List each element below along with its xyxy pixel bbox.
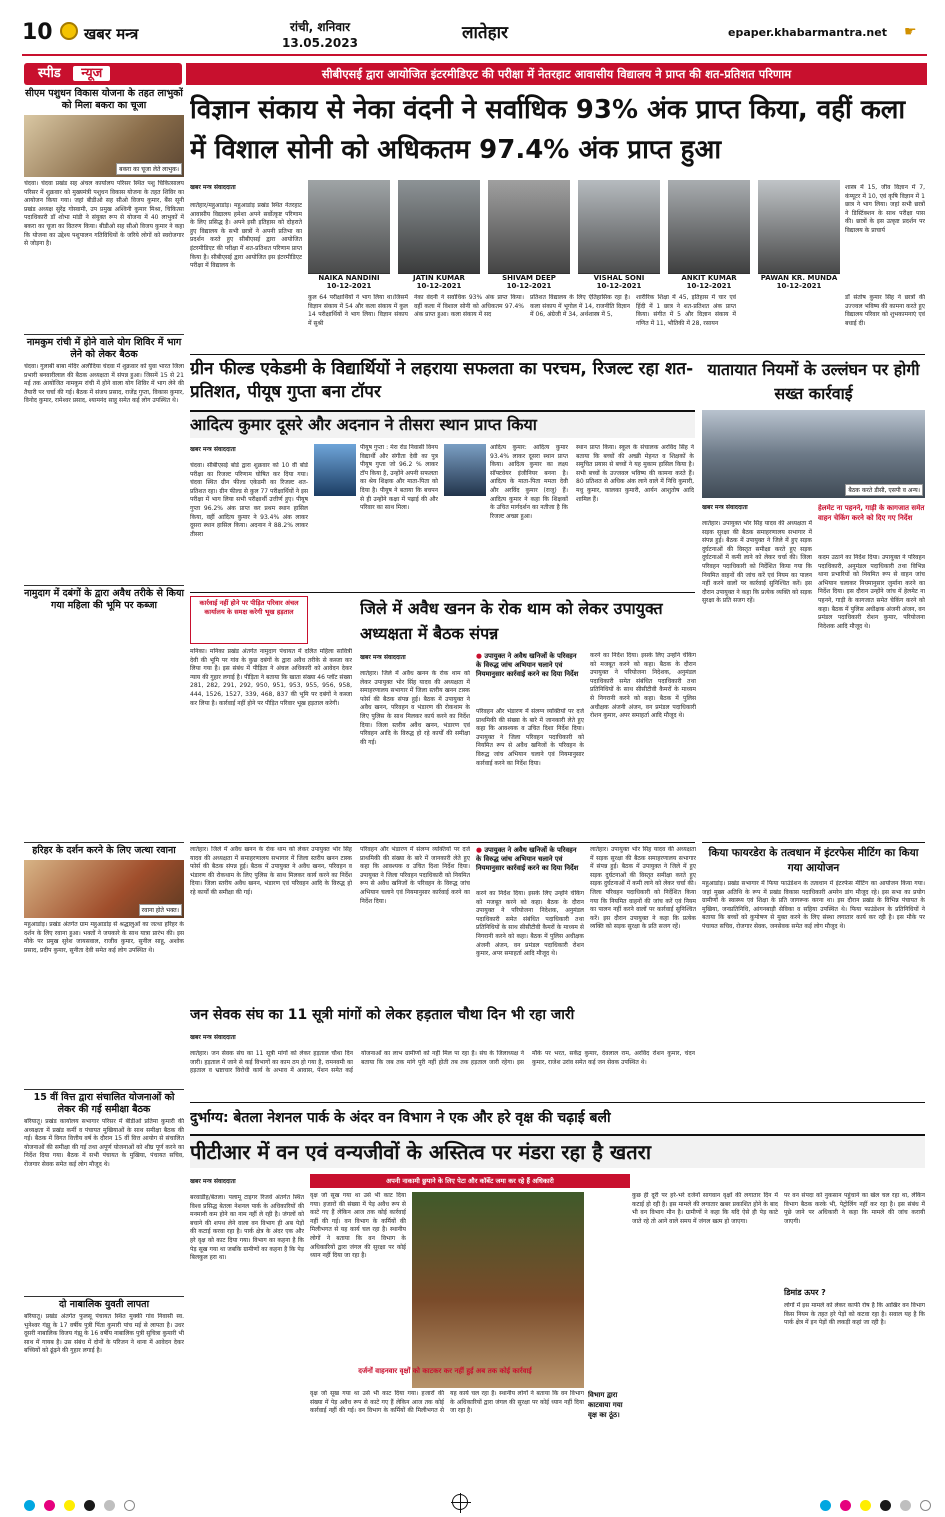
student-photo-6 (758, 180, 840, 290)
left-body-2: चंदवा। गुलाबी बाबा मंदिर अलौदिया चंदवा में शुक्रवार को युवा भारत जिला प्रभारी बनवारीलाल की बैठक अध्यक्षता में संपन्न हुआ। जिसमें 15 से 21 मई तक आयोजित नामकुम रांची में होने वाला योग शिविर में भाग लेने की तैयारी पर चर्चा की गई। बैठक में संजय प्रसाद, राजेंद्र गुप्ता, विकास कुमार, विनोद कुमार, रामेश्वर प्रसाद, श्यामनंद साहू समेत कई लोग उपस्थित थे। (24, 363, 184, 405)
pointer-icon: ☛ (904, 24, 917, 40)
lead-body-e: शारीरिक शिक्षा में 45, इतिहास में चार एवं हिंदी में 1 छात्र ने शत-प्रतिशत अंक प्राप्त किया। संगीत में 5 और विज्ञान संकाय में गणित में 11, भौतिकी में 28, रसायन (636, 294, 736, 327)
khanan-bullet-2 (476, 846, 584, 886)
lead-byline: खबर मन्त्र संवाददाता (190, 184, 236, 191)
left-lower (24, 842, 184, 1402)
student-date-5: 10-12-2021 (686, 282, 732, 290)
yellow-dot (64, 1500, 75, 1511)
khanan-body-a: लातेहार। जिले में अवैध खनन के रोक थाम को लेकर उपायुक्त भोर सिंह यादव की अध्यक्षता में समाहरणालय सभागार में जिला स्तरीय खनन टास्क फोर्स की बैठक संपन्न हुई। बैठक में उपायुक्त ने अवैध खनन, परिवहन व भंडारण की रोकथाम के लिए पुलिस के साथ मिलकर कार्य करने का निर्देश दिया। जिला स्तरीय अवैध खनन, भंडारण एवं परिवहन आदि के विरुद्ध हो रहे कार्यों की समीक्षा की गई। (360, 670, 470, 746)
epaper-url[interactable]: epaper.khabarmantra.net (728, 26, 887, 39)
student-name-4: VISHAL SONI (593, 274, 645, 282)
khanan-bullet-1 (476, 652, 584, 704)
vriksh-body-c: कुछ ही दूरी पर हरे-भरे दर्जनों सागवान वृक्षों की लगातार दिन में कटाई हो रही है। इस मामले की लगातार खबर प्रकाशित होने के बाद भी वन विभाग मौन है। ग्रामीणों ने कहा कि यदि ऐसे ही पेड़ काटे जाते रहे तो आने वाले समय में जंगल खत्म हो जाएगा। (632, 1192, 778, 1225)
lead-body-b: कुल 64 परीक्षार्थियों ने भाग लिया था।जिसमें विज्ञान संकाय में 54 और कला संकाय में कुल 14 परीक्षार्थियों ने भाग लिया। विज्ञान संकाय में सुश्री (308, 294, 408, 327)
student-date-2: 10-12-2021 (416, 282, 462, 290)
vriksh-byline: खबर मन्त्र संवाददाता (190, 1178, 236, 1185)
left-headline-5: 15 वीं वित्त द्वारा संचालित योजनाओं को लेकर की गई समीक्षा बैठक (24, 1089, 184, 1116)
divider-2 (190, 592, 695, 593)
yatayat-byline: खबर मन्त्र संवाददाता (702, 504, 748, 511)
cyan-dot (24, 1500, 35, 1511)
khanan-body-c: करने का निर्देश दिया। इसके लिए उन्होंने चेकिंग को मजबूत करने को कहा। बैठक के दौरान उपायुक्त ने परियोजना निदेशक, अनुमंडल पदाधिकारी समेत संबंधित पदाधिकारी तथा प्रतिनिधियों के साथ सीसीटीवी कैमरों के माध्यम से निगरानी करने को कहा। बैठक में पुलिस अधीक्षक अंजनी अंजन, वन प्रमंडल पदाधिकारी रोशन कुमार, अपर समाहर्ता आदि मौजूद थे। (590, 652, 696, 720)
left-body-4: महुआडांड़। प्रखंड अंतर्गत ग्राम महुआडांड़ से श्रद्धालुओं का जत्था हरिहर के दर्शन के लिए रवाना हुआ। भक्तों ने जयकारे के साथ यात्रा प्रारंभ की। इस मौके पर प्रमुख सुरेश जायसवाल, राजीव कुमार, सुनील साहू, अशोक प्रसाद, प्रदीप कुमार, सुनीता देवी समेत कई लोग उपस्थित थे। (24, 921, 184, 954)
yatayat-headline: यातायात नियमों के उल्लंघन पर होगी सख्त कार्रवाई (707, 360, 920, 403)
student-photo-5 (668, 180, 750, 290)
khanan-body-continued: लातेहार। जिले में अवैध खनन के रोक थाम को लेकर उपायुक्त भोर सिंह यादव की अध्यक्षता में समाहरणालय सभागार में जिला स्तरीय खनन टास्क फोर्स की बैठक संपन्न हुई। बैठक में उपायुक्त ने अवैध खनन, परिवहन व भंडारण की रोकथाम के लिए पुलिस के साथ मिलकर कार्य करने का निर्देश दिया। जिला स्तरीय अवैध खनन, भंडारण एवं परिवहन आदि के विरुद्ध हो रहे कार्यों की समीक्षा की गई। (190, 846, 352, 896)
crosshair-icon (452, 1494, 468, 1510)
page-number: 10 (22, 20, 53, 45)
yellow-dot-r (860, 1500, 871, 1511)
logo-icon (60, 22, 78, 40)
masthead (22, 14, 927, 56)
students-row (308, 180, 840, 290)
divider-3 (702, 842, 925, 843)
student-name-1: NAIKA NANDINI (318, 274, 380, 282)
student-name-2: JATIN KUMAR (413, 274, 465, 282)
yatayat-side-head: हेलमेट ना पहनने, गाड़ी के कागजात समेत वाहन चेकिंग करने को दिए गए निर्देश (818, 504, 925, 522)
yojana-photo (24, 115, 184, 177)
vriksh-body-a: बरवाडीह/बेतला। पलामू टाइगर रिजर्व अंतर्गत स्थित विश्व प्रसिद्ध बेतला नेशनल पार्क के अधिकारियों की मनमानी कम होने का नाम नहीं ले रही है। जंगलों को बचाने की शपथ लेने वाला वन विभाग ही अब पेड़ों की कटाई करवा रहा है। पार्क क्षेत्र के अंदर एक और हरे वृक्ष को काट दिया गया। विभाग का कहना है कि पेड़ सूख गया था जबकि ग्रामीणों का कहना है कि पेड़ बिलकुल हरा था। (190, 1194, 304, 1262)
lead-body-d: प्रतिशत विद्यालय के लिए ऐतिहासिक रहा है। कला संकाय में भूगोल में 14, राजनीति विज्ञान में 06, अंग्रेजी में 34, अर्थशास्त्र में 5, (530, 294, 630, 319)
khanan-body-continued-4: लातेहार। उपायुक्त भोर सिंह यादव की अध्यक्षता में सड़क सुरक्षा की बैठक समाहरणालय सभागार में संपन्न हुई। बैठक में उपायुक्त ने जिले में हुए सड़क दुर्घटनाओं की विस्तृत समीक्षा करते हुए सड़क दुर्घटनाओं में कमी लाने को लेकर चर्चा की। जिला परिवहन पदाधिकारी को निर्देशित किया गया कि नियमित वाहनों की जांच करें एवं नियम का पालन नहीं करने वालों पर कार्रवाई सुनिश्चित करें। इस दौरान उपायुक्त ने कहा कि प्रत्येक व्यक्ति को सड़क सुरक्षा के प्रति सजग रहें। (590, 846, 696, 931)
greenfield-byline: खबर मन्त्र संवाददाता (190, 446, 236, 453)
divider-5 (190, 1102, 925, 1103)
greenfield-subhead: आदित्य कुमार दूसरे और अदनान ने तीसरा स्थान प्राप्त किया (190, 410, 695, 438)
student-name-5: ANKIT KUMAR (681, 274, 737, 282)
divider-4 (190, 842, 695, 843)
khanan-b1-text: उपायुक्त ने अवैध खनिजों के परिवहन के विरुद्ध जांच अभियान चलाने एवं नियमानुसार कार्रवाई करने का दिया निर्देश (476, 652, 579, 678)
vriksh-kicker: दुर्भाग्य: बेतला नेशनल पार्क के अंदर वन विभाग ने एक और हरे वृक्ष की चढ़ाई बली (190, 1110, 611, 1126)
magenta-dot (44, 1500, 55, 1511)
student-date-6: 10-12-2021 (776, 282, 822, 290)
land-red-box (190, 596, 308, 644)
left-headline-2: नामकुम रांची में होने वाले योग शिविर में भाग लेने को लेकर बैठक (24, 334, 184, 361)
khanan-headline: जिले में अवैध खनन के रोक थाम को लेकर उपायुक्त अध्यक्षता में बैठक संपन्न (360, 599, 663, 643)
black-dot (84, 1500, 95, 1511)
student-date-3: 10-12-2021 (506, 282, 552, 290)
vriksh-body-b: वृक्ष जो सूख गया था उसे भी काट दिया गया। हजारों की संख्या में पेड़ अवैध रूप से काटे गए हैं लेकिन आज तक कोई कार्रवाई नहीं की गई। वन विभाग के कर्मियों की मिलीभगत से यह कार्य चल रहा है। स्थानीय लोगों ने बताया कि वन विभाग के अधिकारियों द्वारा जंगल की सुरक्षा पर कोई ध्यान नहीं दिया जा रहा है। (310, 1192, 406, 1260)
khanan-b2-text: उपायुक्त ने अवैध खनिजों के परिवहन के विरुद्ध जांच अभियान चलाने एवं नियमानुसार कार्रवाई करने का दिया निर्देश (476, 846, 579, 872)
white-dot (124, 1500, 135, 1511)
speed-news-label (24, 63, 182, 85)
left-body-5: बरियातू। प्रखंड कार्यालय सभागार परिसर में बीडीओ प्रतिमा कुमारी की अध्यक्षता में प्रखंड कर्मी व पंचायत मुखियाओं के साथ समीक्षा बैठक की गई। बैठक में विगत वित्तीय वर्ष के दौरान 15 वीं वित्त आयोग से संचालित योजनाओं की समीक्षा की गई तथा अपूर्ण योजनाओं को शीघ्र पूर्ण करने का निर्देश दिया गया। बैठक में सभी पंचायत के मुखिया, पंचायत सचिव, रोजगार सेवक समेत कई लोग मौजूद थे। (24, 1118, 184, 1168)
harihar-caption: रवाना होते भक्त। (139, 904, 182, 916)
speed-label: स्पीड (38, 66, 61, 81)
student-photo-4 (578, 180, 660, 290)
lead-right-col: शास्त्र में 15, जीव विज्ञान में 7, कंप्यूटर में 10, एवं कृषि विज्ञान में 1 छात्र ने भाग लिया। जहां सभी छात्रों ने डिस्टिंक्शन के साथ परीक्षा पास की। छात्रों के इस उत्कृष्ट प्रदर्शन पर विद्यालय के प्राचार्य (845, 184, 925, 234)
left-body-6: बरियातू। प्रखंड अंतर्गत फुलसू पंचायत स्थित मुक्की गांव निवासी स्व. भुनेश्वर गंझू के 17 वर्षीय पुत्री पिंता कुमारी पांच मई से लापता है। उधर दूसरी नाबालिक विजय गंझू के 16 वर्षीय नाबालिक पुत्री सुचित्रा कुमारी भी साथ में गायब है। उस संबंध में दोनों के परिजन ने थाना में आवेदन देकर बच्चियों को ढूंढ़ने की गुहार लगाई है। (24, 1313, 184, 1355)
magenta-dot-r (840, 1500, 851, 1511)
white-dot-r (920, 1500, 931, 1511)
fire-headline: किया फायरडेरा के तत्वधान में इंटरफेस मीटिंग का किया गया आयोजन (708, 847, 919, 874)
meeting-photo (702, 410, 925, 498)
vriksh-body-e: लोगों में इस मामले को लेकर काफी रोष है कि आखिर वन विभाग किस नियम के तहत हरे पेड़ों को कटवा रहा है। सवाल यह है कि पार्क क्षेत्र में इन पेड़ों की लकड़ी कहां जा रही है। (784, 1302, 925, 1327)
harihar-photo (24, 860, 184, 918)
khanan-body-continued-2: परिवहन और भंडारण में संलग्न व्यक्तियों पर दर्ज प्राथमिकी की संख्या के बारे में जानकारी लेते हुए कहा कि आवश्यक व उचित दिशा निर्देश दिया। उपायुक्त ने जिला परिवहन पदाधिकारी को नियमित रूप से अवैध खनिजों के परिवहन के विरुद्ध जांच अभियान चलाने एवं नियमानुसार कार्रवाई करने का निर्देश दिया। (360, 846, 470, 905)
yatayat-body-b: कदम उठाने का निर्देश दिया। उपायुक्त ने परिवहन पदाधिकारी, अनुमंडल पदाधिकारी तथा विभिन्न थाना प्रभारियों को नियमित रूप से वाहन जांच अभियान चलाकर नियमानुसार जुर्माना करने का निर्देश दिया। इस दौरान उन्होंने जांच में हेलमेट ना पहनने, गाड़ी के कागजात समेत चेकिंग करने को कहा। बैठक में पुलिस अधीक्षक अंजनी अंजन, वन प्रमंडल पदाधिकारी रोशन कुमार, परियोजना निदेशक आदि मौजूद थे। (818, 554, 925, 630)
fire-body: महुआडांड़। प्रखंड सभागार में फिया फाउंडेशन के तत्वधान में इंटरफेस मीटिंग का आयोजन किया गया। जहां मुख्य अतिथि के रूप में प्रखंड विकास पदाधिकारी अमरेन डांग मौजूद रहे। इस सभा का प्रयोग ग्रामीणों के स्वास्थ्य एवं शिक्षा के प्रति जागरूक करना था। इस दौरान प्रखंड के विभिन्न पंचायत के मुखिया, जनप्रतिनिधि, आंगनबाड़ी सेविका व सहिया उपस्थित थे। फिया फाउंडेशन के प्रतिनिधियों ने बताया कि बच्चों को कुपोषण से मुक्त करने के लिए संस्था लगातार कार्य कर रही है। इस मौके पर पंचायत सचिव, रोजगार सेवक, जनसेवक समेत कई लोग मौजूद थे। (702, 880, 925, 930)
paper-name: खबर मन्त्र (84, 25, 139, 43)
vriksh-sub-head: डिमांड ऊपर ? (784, 1288, 826, 1297)
student-date-4: 10-12-2021 (596, 282, 642, 290)
greenfield-body-a: चंदवा। सीबीएसई बोर्ड द्वारा शुक्रवार को 10 वीं बोर्ड परीक्षा का रिजल्ट परिणाम घोषित कर दिया गया। चंदवा स्थित ग्रीन फील्ड एकेडमी का रिजल्ट शत-प्रतिशत रहा। ग्रीन फील्ड से कुल 77 परीक्षार्थियों ने इस परीक्षा में भाग लिया सभी परीक्षार्थी उत्तीर्ण हुए। पीयूष गुप्ता 96.2% अंक प्राप्त कर प्रथम स्थान हासिल किया, वहीं आदित्य कुमार ने 93.4% अंक लाकर दूसरा स्थान हासिल किया। अदनान ने 88.2% लाकर तीसरा (190, 462, 308, 538)
divider-1 (190, 354, 925, 355)
student-photo-3 (488, 180, 570, 290)
bullet-icon: ● (476, 652, 482, 660)
land-body: मनिका। मनिका प्रखंड अंतर्गत नामुदाग पंचायत में दलित महिला सावित्री देवी की भूमि पर गांव के कुछ दबंगों के द्वारा अवैध तरीके से कब्जा कर लिया गया है। इस संबंध में पीड़िता ने अंचल अधिकारी को आवेदन देकर न्याय की गुहार लगाई है। पीड़िता ने बताया कि खाता संख्या 46 प्लॉट संख्या 281, 282, 291, 292, 950, 951, 953, 955, 956, 958, 444, 1526, 1527, 339, 468, 837 की भूमि पर दबंगों ने कब्जा कर लिया है। कार्रवाई नहीं होने पर पीड़ित परिवार भूख हड़ताल करेगी। (190, 648, 352, 707)
khanan-body-b: परिवहन और भंडारण में संलग्न व्यक्तियों पर दर्ज प्राथमिकी की संख्या के बारे में जानकारी लेते हुए कहा कि आवश्यक व उचित दिशा निर्देश दिया। उपायुक्त ने जिला परिवहन पदाधिकारी को नियमित रूप से अवैध खनिजों के परिवहन के विरुद्ध जांच अभियान चलाने एवं नियमानुसार कार्रवाई करने का निर्देश दिया। (476, 708, 584, 767)
greenfield-headline: ग्रीन फील्ड एकेडमी के विद्यार्थियों ने लहराया सफलता का परचम, रिजल्ट रहा शत-प्रतिशत, पीयूष गुप्ता बना टॉपर (190, 359, 694, 402)
student-photo-2 (398, 180, 480, 290)
grey-dot (104, 1500, 115, 1511)
janasevak-byline: खबर मन्त्र संवाददाता (190, 1034, 236, 1041)
left-headline-1: सीएम पशुधन विकास योजना के तहत लाभुकों को मिला बकरा का चूजा (25, 88, 183, 111)
greenfield-body-d: स्थान प्राप्त किया। स्कूल के संचालक अरविंद सिंह ने बताया कि बच्चों की अच्छी मेहनत व शिक्षकों के समुचित प्रयास से बच्चों ने यह मुकाम हासिल किया है। सभी बच्चों के उज्जवल भविष्य की कामना करते हैं। 80 प्रतिशत से अधिक अंक लाने वाले में निधि कुमारी, मधु कुमार, कालका कुमारी, आर्यन आशुतोष आदि शामिल हैं। (576, 444, 694, 503)
tree-photo-subcap: दर्जनों वाहनवार वृक्षों को काटकर कर नहीं हुई अब तक कोई कार्रवाई (358, 1367, 532, 1375)
section-name: लातेहार (462, 23, 509, 43)
date: 13.05.2023 (282, 36, 358, 50)
student-name-6: PAWAN KR. MUNDA (760, 274, 838, 282)
left-body-1: चंदवा। चंदवा प्रखंड सह अंचल कार्यालय परिसर स्थित पशु चिकित्सालय परिसर में शुक्रवार को मुख्यमंत्री पशुधन विकास योजना के तहत शिविर का आयोजन किया गया। जहां बीडीओ सह सीओ विजय कुमार, बैंस सूनी प्रखंड अध्यक्ष सुरेंद्र गोस्वामी, उप प्रमुख अश्विनी कुमार मिश्रा, चिकित्सा पदाधिकारी डॉ शोभा मांडी ने संयुक्त रूप से योजना में 40 लाभुकों में बकरा का चूजा का वितरण किया। बीडीओ सह सीओ विजय कुमार ने कहा कि योजना का उद्देश्य पशुपालन गतिविधियों के जरिये लोगों को स्वरोजगार से जोड़ना है। (24, 180, 184, 248)
khanan-body-continued-3: करने का निर्देश दिया। इसके लिए उन्होंने चेकिंग को मजबूत करने को कहा। बैठक के दौरान उपायुक्त ने परियोजना निदेशक, अनुमंडल पदाधिकारी समेत संबंधित पदाधिकारी तथा प्रतिनिधियों के साथ सीसीटीवी कैमरों के माध्यम से निगरानी करने को कहा। बैठक में पुलिस अधीक्षक अंजनी अंजन, वन प्रमंडल पदाधिकारी रोशन कुमार, अपर समाहर्ता आदि मौजूद थे। (476, 890, 584, 958)
janasevak-body: लातेहार। जन सेवक संघ का 11 सूत्री मांगों को लेकर हड़ताल चौथा दिन जारी। हड़ताल में जाने से कई विभागों का काम ठप हो गया है, रामनवमी का हड़ताल व भ्रष्टाचार विरोधी कार्य के अभाव में आवास, पेंशन समेत कई योजनाओं का लाभ ग्रामीणों को नहीं मिल पा रहा है। संघ के जिलाध्यक्ष ने बताया कि जब तक मांगे पूरी नहीं होती तब तक हड़ताल जारी रहेगा। इस मौके पर भरत, सकेंद्र कुमार, देवलाल राम, अरविंद रोशन कुमार, चंदन कुमार, राजेश उरांव समेत कई जन सेवक उपस्थित थे। (190, 1050, 695, 1075)
student-date-1: 10-12-2021 (326, 282, 372, 290)
land-red-text: कार्रवाई नहीं होने पर पीड़ित परिवार अंचल कार्यालय के समक्ष करेगी भूख हड़ताल (199, 599, 299, 616)
bullet-icon-2: ● (476, 846, 482, 854)
vriksh-red-strip (310, 1174, 630, 1188)
janasevak-headline: जन सेवक संघ का 11 सूत्री मांगों को लेकर हड़ताल चौथा दिन भी रहा जारी (190, 1007, 575, 1023)
grey-dot-r (900, 1500, 911, 1511)
student-photo-1 (308, 180, 390, 290)
news-label: न्यूज (73, 66, 110, 81)
registration-dots-right (820, 1496, 935, 1510)
left-headline-4: हरिहर के दर्शन करने के लिए जत्था रवाना (24, 842, 184, 857)
lead-body-c: नेका वंदनी ने सर्वाधिक 93% अंक प्राप्त किया। वहीं कला में विशाल सोनी को अधिकतम 97.4% अंक प्राप्त हुआ। कला संकाय में सद (414, 294, 524, 319)
vriksh-red-text: अपनी नाकामी छुपाने के लिए पेटा और कॉर्बेट जमा कर रहे हैं अधिकारी (386, 1177, 554, 1185)
greenfield-body-b: पीयूष गुप्ता : मेरा रोड निवासी विनय विद्यार्थी और संगीता देवी का पुत्र पीयूष गुप्ता जो 96.2 % लाकर टॉप किया है, उन्होंने अपनी सफलता का श्रेय शिक्षक और माता-पिता को दिया है। पीयूष ने बताया कि बचपन से ही उन्होंने कक्षा में पढ़ाई की और परिवार का साथ मिला। (360, 444, 438, 512)
vriksh-body-d: पर वन संपदा को नुकसान पहुंचाने का खेल चल रहा था, लेकिन विभाग बैठक करके भी, पेट्रोलिंग नहीं कर रहा है। इस संबंध में पूछे जाने पर अधिकारी ने कहा कि मामले की जांच करायी जाएगी। (784, 1192, 925, 1225)
khanan-byline: खबर मन्त्र संवाददाता (360, 654, 406, 661)
left-headline-3: नामुदाग में दबंगों के द्वारा अवैध तरीके से किया गया महिला की भूमि पर कब्जा (24, 585, 184, 612)
greenfield-body-c: आदित्य कुमार: आदित्य कुमार 93.4% लाकर दूसरा स्थान प्राप्त किया। आदित्य कुमार का लक्ष्य सॉफ्टवेयर इंजीनियर बनना है। आदित्य के माता-पिता ममता देवी और अरविंद कुमार (राजू) हैं। आदित्य कुमार ने कहा कि शिक्षकों के उचित मार्गदर्शन का नतीजा है कि रिजल्ट अच्छा हुआ। (490, 444, 568, 520)
lead-body-a: लातेहार/महुआडांड़। महुआडांड़ प्रखंड स्थित नेतरहाट आवासीय विद्यालय हमेशा अपने सर्वोत्कृष्ट परिणाम के लिए प्रसिद्ध है। अपने इसी इतिहास को दोहराते हुए विद्यालय के सभी छात्रों ने अपनी प्रतिभा का प्रदर्शन करते हुए सीबीएसई द्वारा आयोजित इंटरमीडिएट की परीक्षा में शत-प्रतिशत परिणाम प्राप्त किया है। सीबीएसई द्वारा आयोजित इस इंटरमीडिएट परीक्षा में विद्यालय के (190, 202, 302, 270)
yatayat-body-a: लातेहार। उपायुक्त भोर सिंह यादव की अध्यक्षता में सड़क सुरक्षा की बैठक समाहरणालय सभागार में संपन्न हुई। बैठक में उपायुक्त ने जिले में हुए सड़क दुर्घटनाओं की विस्तृत समीक्षा करते हुए सड़क दुर्घटनाओं में कमी लाने को लेकर चर्चा की। जिला परिवहन पदाधिकारी को निर्देशित किया गया कि नियमित वाहनों की जांच करें एवं नियम का पालन नहीं करने वालों पर कार्रवाई सुनिश्चित करें। इस दौरान उपायुक्त ने कहा कि प्रत्येक व्यक्ति को सड़क सुरक्षा के प्रति सजग रहें। (702, 520, 812, 605)
meeting-caption: बैठक करते डीसी, एसपी व अन्य। (845, 484, 923, 496)
black-dot-r (880, 1500, 891, 1511)
cyan-dot-r (820, 1500, 831, 1511)
registration-dots-left (24, 1496, 139, 1510)
tree-photo-caption: विभाग द्वारा काटवाया गया वृक्ष का ठूंठ। (588, 1391, 623, 1419)
lead-headline: विज्ञान संकाय से नेका वंदनी ने सर्वाधिक 93% अंक प्राप्त किया, वहीं कला में विशाल सोनी को अधिकतम 97.4% अंक प्राप्त हुआ (190, 95, 906, 165)
left-headline-6: दो नाबालिक युवती लापता (24, 1296, 184, 1311)
student-name-3: SHIVAM DEEP (502, 274, 556, 282)
city-day: रांची, शनिवार (289, 20, 351, 34)
lead-body-f: डॉ संतोष कुमार सिंह ने छात्रों की उज्ज्वल भविष्य की कामना करते हुए विद्यालय परिवार को शुभकामनाएं एवं बधाई दी। (845, 294, 925, 327)
vriksh-body-f: वृक्ष जो सूख गया था उसे भी काट दिया गया। हजारों की संख्या में पेड़ अवैध रूप से काटे गए हैं लेकिन आज तक कोई कार्रवाई नहीं की गई। वन विभाग के कर्मियों की मिलीभगत से यह कार्य चल रहा है। स्थानीय लोगों ने बताया कि वन विभाग के अधिकारियों द्वारा जंगल की सुरक्षा पर कोई ध्यान नहीं दिया जा रहा है। (310, 1390, 584, 1415)
yojana-caption: बकरा का चूजा लेते लाभुक। (116, 163, 182, 175)
top-banner: सीबीएसई द्वारा आयोजित इंटरमीडिएट की परीक्षा में नेतरहाट आवासीय विद्यालय ने प्राप्त की शत-प्रतिशत परिणाम (186, 63, 927, 85)
vriksh-headline: पीटीआर में वन एवं वन्यजीवों के अस्तित्व पर मंडरा रहा है खतरा (190, 1134, 925, 1168)
tree-stump-photo (412, 1192, 584, 1388)
